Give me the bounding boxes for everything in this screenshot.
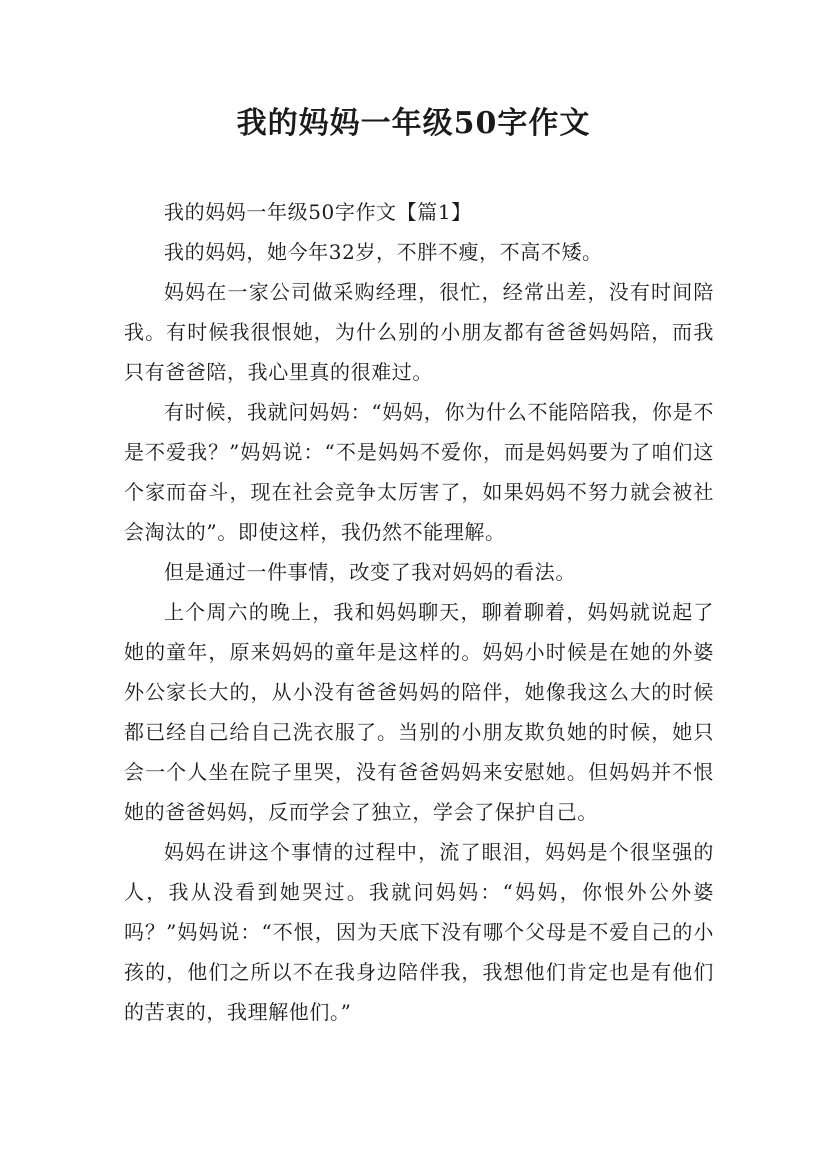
document-body [124, 192, 714, 1032]
paragraph-heading: 我的妈妈一年级50字作文【篇1】 [164, 200, 472, 224]
paragraph: 上个周六的晚上，我和妈妈聊天，聊着聊着，妈妈就说起了她的童年，原来妈妈的童年是这样的。妈妈小时候是在她的外婆外公家长大的，从小没有爸爸妈妈的陪伴，她像我这么大的时候都已经自己给自己洗衣服了。当别的小朋友欺负她的时候，她只会一个人坐在院子里哭，没有爸爸妈妈来安慰她。但妈妈并不恨她的爸爸妈妈，反而学会了独立，学会了保护自己。 [124, 600, 714, 824]
document-title: 我的妈妈一年级50字作文 [236, 106, 591, 141]
paragraph: 我的妈妈，她今年32岁，不胖不瘦，不高不矮。 [164, 240, 603, 264]
paragraph: 但是通过一件事情，改变了我对妈妈的看法。 [164, 560, 576, 584]
paragraph: 妈妈在讲这个事情的过程中，流了眼泪，妈妈是个很坚强的人，我从没看到她哭过。我就问妈妈：“妈妈，你恨外公外婆吗？”妈妈说：“不恨，因为天底下没有哪个父母是不爱自己的小孩的，他们之所以不在我身边陪伴我，我想他们肯定也是有他们的苦衷的，我理解他们。” [124, 840, 714, 1024]
paragraph: 妈妈在一家公司做采购经理，很忙，经常出差，没有时间陪我。有时候我很恨她，为什么别的小朋友都有爸爸妈妈陪，而我只有爸爸陪，我心里真的很难过。 [124, 280, 714, 384]
paragraph: 有时候，我就问妈妈：“妈妈，你为什么不能陪陪我，你是不是不爱我？”妈妈说：“不是妈妈不爱你，而是妈妈要为了咱们这个家而奋斗，现在社会竞争太厉害了，如果妈妈不努力就会被社会淘汰的”。即使这样，我仍然不能理解。 [124, 400, 714, 544]
